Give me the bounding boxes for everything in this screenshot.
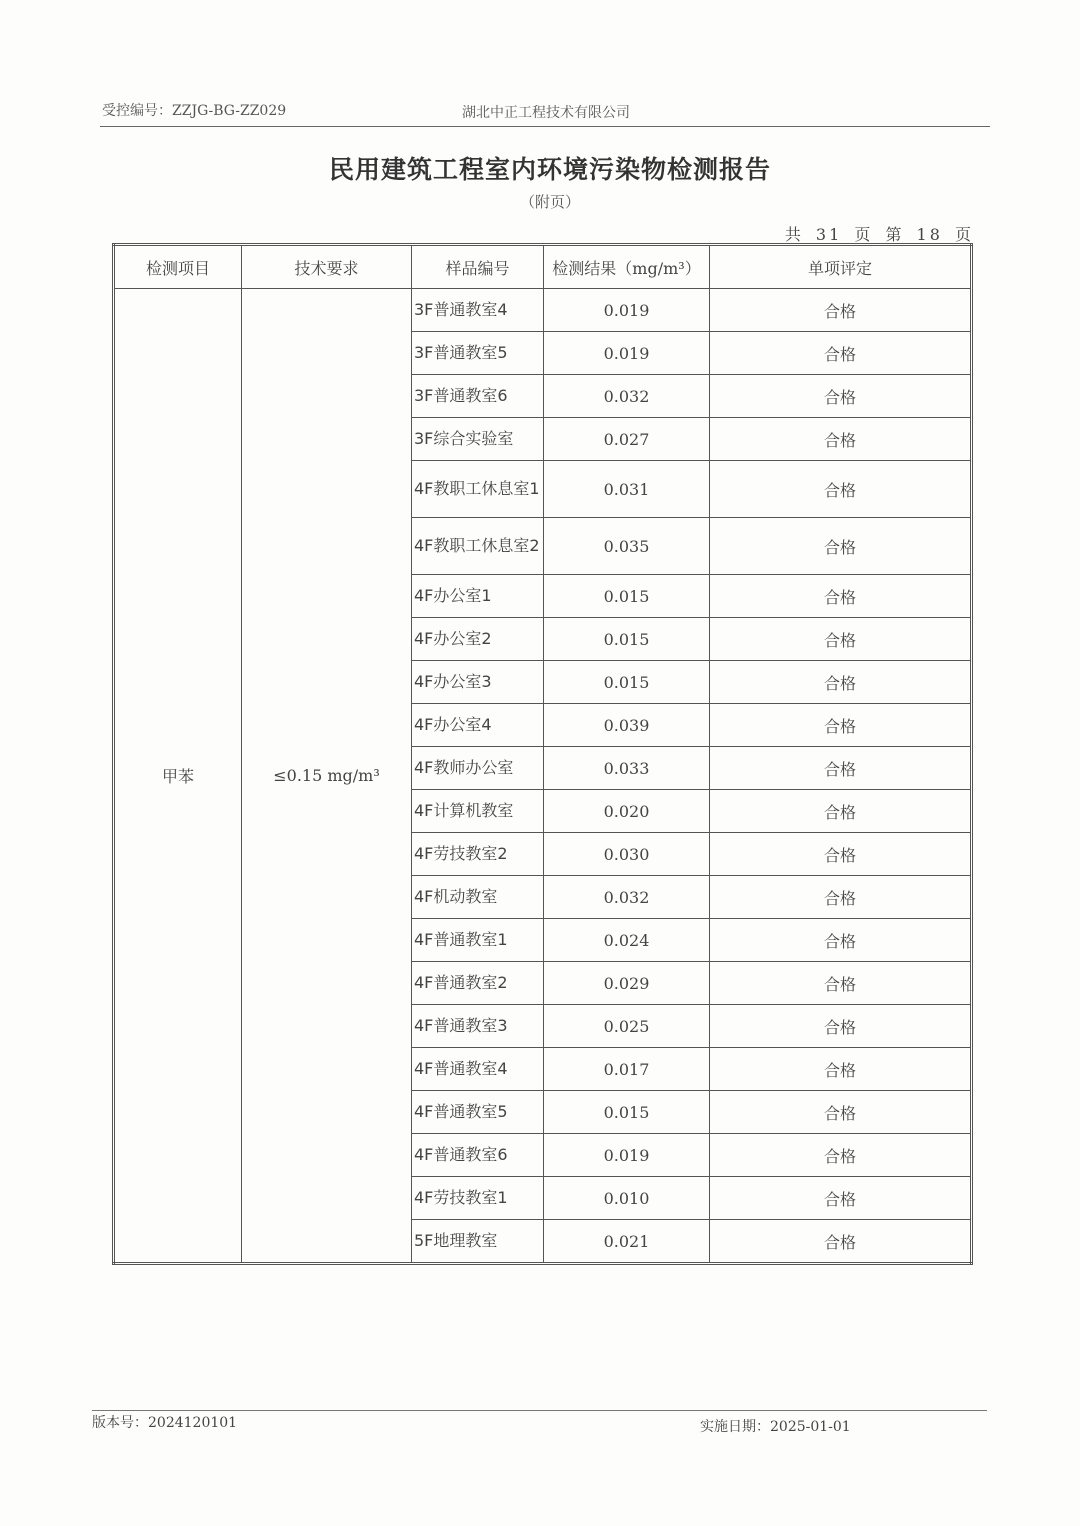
sample-cell: 4F办公室1 [412, 575, 544, 618]
result-cell: 0.033 [544, 747, 710, 790]
result-cell: 0.029 [544, 962, 710, 1005]
evaluation-cell: 合格 [710, 289, 972, 332]
result-cell: 0.039 [544, 704, 710, 747]
evaluation-cell: 合格 [710, 1005, 972, 1048]
evaluation-cell: 合格 [710, 575, 972, 618]
report-subtitle: （附页） [519, 193, 580, 211]
evaluation-cell: 合格 [710, 876, 972, 919]
sample-cell: 4F普通教室5 [412, 1091, 544, 1134]
evaluation-cell: 合格 [710, 332, 972, 375]
sample-cell: 4F劳技教室1 [412, 1177, 544, 1220]
col-header-evaluation: 单项评定 [710, 245, 972, 289]
evaluation-cell: 合格 [710, 790, 972, 833]
col-header-sample: 样品编号 [412, 245, 544, 289]
evaluation-cell: 合格 [710, 919, 972, 962]
test-item-cell: 甲苯 [114, 289, 242, 1264]
col-header-requirement: 技术要求 [242, 245, 412, 289]
sample-cell: 4F普通教室6 [412, 1134, 544, 1177]
result-cell: 0.019 [544, 332, 710, 375]
evaluation-cell: 合格 [710, 518, 972, 575]
evaluation-cell: 合格 [710, 962, 972, 1005]
evaluation-cell: 合格 [710, 1091, 972, 1134]
evaluation-cell: 合格 [710, 1134, 972, 1177]
sample-cell: 4F普通教室2 [412, 962, 544, 1005]
sample-cell: 4F普通教室1 [412, 919, 544, 962]
sample-cell: 4F普通教室4 [412, 1048, 544, 1091]
result-cell: 0.017 [544, 1048, 710, 1091]
result-cell: 0.025 [544, 1005, 710, 1048]
requirement-cell: ≤0.15 mg/m³ [242, 289, 412, 1264]
sample-cell: 4F办公室4 [412, 704, 544, 747]
result-cell: 0.019 [544, 289, 710, 332]
sample-cell: 3F普通教室5 [412, 332, 544, 375]
sample-cell: 4F计算机教室 [412, 790, 544, 833]
evaluation-cell: 合格 [710, 704, 972, 747]
evaluation-cell: 合格 [710, 461, 972, 518]
sample-cell: 4F教师办公室 [412, 747, 544, 790]
footer-divider [92, 1410, 987, 1411]
header-divider [100, 126, 990, 127]
result-cell: 0.024 [544, 919, 710, 962]
sample-cell: 4F劳技教室2 [412, 833, 544, 876]
report-title: 民用建筑工程室内环境污染物检测报告 [328, 155, 771, 184]
table-header-row [114, 245, 972, 289]
company-name: 湖北中正工程技术有限公司 [462, 105, 630, 121]
result-cell: 0.035 [544, 518, 710, 575]
result-cell: 0.032 [544, 876, 710, 919]
evaluation-cell: 合格 [710, 833, 972, 876]
result-cell: 0.032 [544, 375, 710, 418]
sample-cell: 3F普通教室4 [412, 289, 544, 332]
table-row [114, 289, 972, 332]
result-cell: 0.015 [544, 661, 710, 704]
result-cell: 0.015 [544, 1091, 710, 1134]
result-cell: 0.031 [544, 461, 710, 518]
result-cell: 0.030 [544, 833, 710, 876]
result-cell: 0.015 [544, 618, 710, 661]
results-table [112, 243, 973, 1265]
result-cell: 0.021 [544, 1220, 710, 1264]
evaluation-cell: 合格 [710, 1177, 972, 1220]
evaluation-cell: 合格 [710, 1048, 972, 1091]
evaluation-cell: 合格 [710, 1220, 972, 1264]
evaluation-cell: 合格 [710, 418, 972, 461]
result-cell: 0.010 [544, 1177, 710, 1220]
version-number: 版本号：2024120101 [92, 1415, 238, 1431]
col-header-item: 检测项目 [114, 245, 242, 289]
result-cell: 0.015 [544, 575, 710, 618]
evaluation-cell: 合格 [710, 375, 972, 418]
result-cell: 0.020 [544, 790, 710, 833]
evaluation-cell: 合格 [710, 661, 972, 704]
sample-cell: 4F办公室2 [412, 618, 544, 661]
page-info: 共 31 页 第 18 页 [784, 225, 974, 244]
effective-date: 实施日期：2025-01-01 [700, 1419, 851, 1435]
sample-cell: 3F普通教室6 [412, 375, 544, 418]
result-cell: 0.027 [544, 418, 710, 461]
evaluation-cell: 合格 [710, 618, 972, 661]
sample-cell: 4F普通教室3 [412, 1005, 544, 1048]
sample-cell: 4F办公室3 [412, 661, 544, 704]
sample-cell: 4F教职工休息室2 [412, 518, 544, 575]
result-cell: 0.019 [544, 1134, 710, 1177]
sample-cell: 5F地理教室 [412, 1220, 544, 1264]
sample-cell: 4F机动教室 [412, 876, 544, 919]
control-number: 受控编号：ZZJG-BG-ZZ029 [102, 103, 287, 119]
sample-cell: 4F教职工休息室1 [412, 461, 544, 518]
evaluation-cell: 合格 [710, 747, 972, 790]
col-header-result: 检测结果（mg/m³） [544, 245, 710, 289]
sample-cell: 3F综合实验室 [412, 418, 544, 461]
